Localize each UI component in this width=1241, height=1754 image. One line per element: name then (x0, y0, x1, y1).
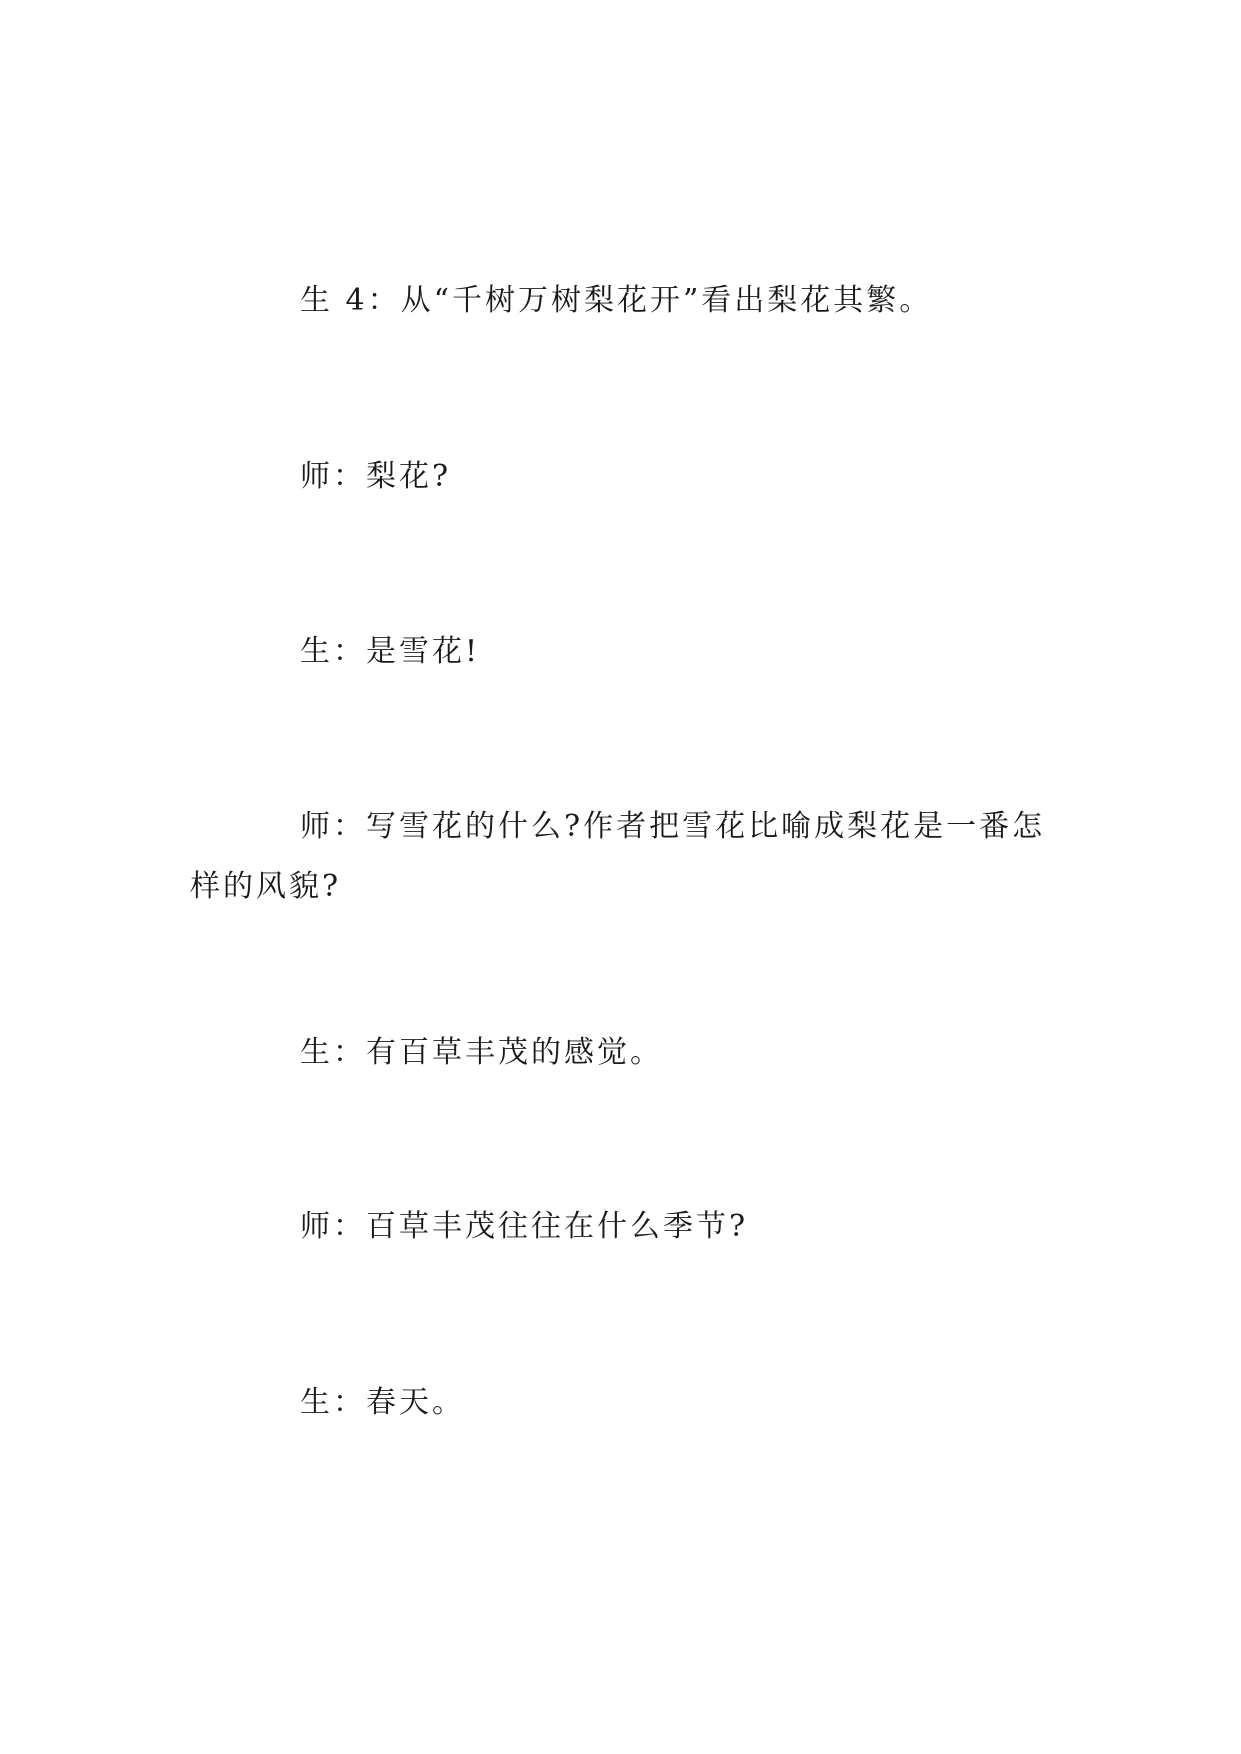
dialogue-line: 师：梨花? (300, 459, 452, 494)
dialogue-line: 生 4：从“千树万树梨花开”看出梨花其繁。 (300, 283, 933, 318)
dialogue-line: 师：百草丰茂往往在什么季节? (300, 1209, 749, 1244)
dialogue-line: 生：是雪花! (300, 634, 481, 669)
dialogue-line: 生：有百草丰茂的感觉。 (300, 1035, 663, 1070)
dialogue-line: 师：写雪花的什么?作者把雪花比喻成梨花是一番怎样的风貌? (190, 809, 1046, 904)
dialogue-line: 生：春天。 (300, 1385, 465, 1420)
